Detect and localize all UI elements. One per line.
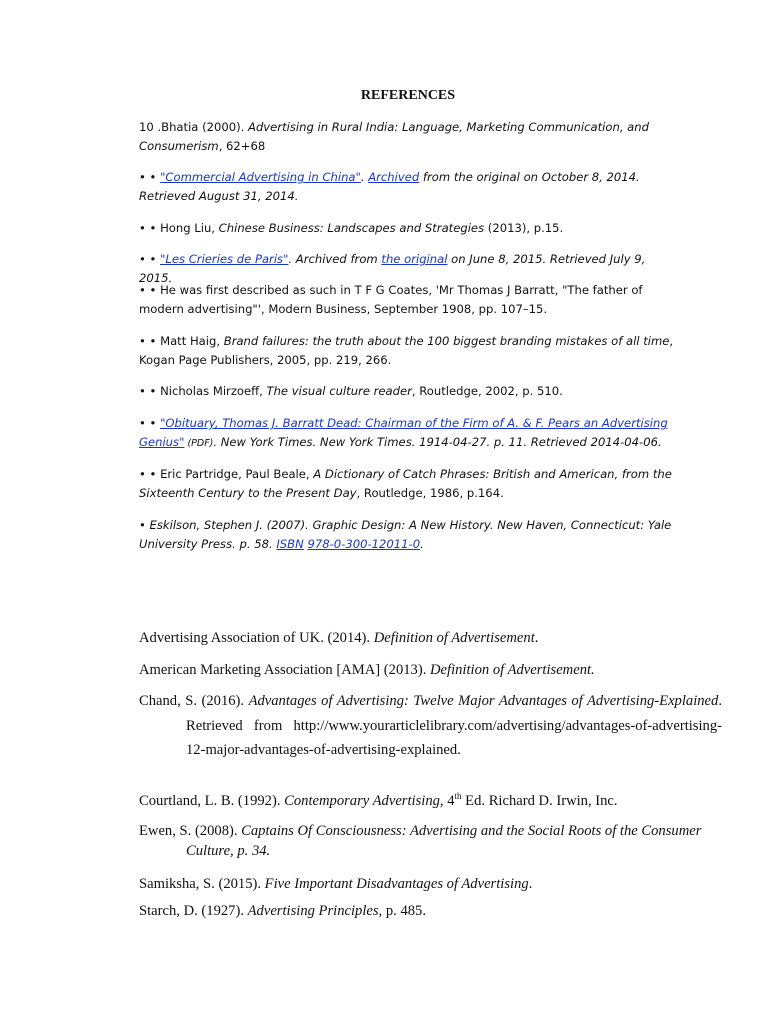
reference-item-hong-liu: • • Hong Liu, Chinese Business: Landscapes and Strategies (2013), p.15. [139, 221, 564, 235]
bullet: • • [139, 467, 161, 481]
reference-item-barratt-obituary: • • "Obituary, Thomas J. Barratt Dead: Chairman of the Firm of A. & F. Pears an Advertising Genius" (PDF). New York Times. New York Times. 1914-04-27. p. 11. Retrieved 2014-04-06. [139, 416, 668, 449]
reference-item-china: • • "Commercial Advertising in China". Archived from the original on October 8, 2014. Retrieved August 31, 2014. [139, 170, 640, 203]
reference-item-coates: • • He was first described as such in T F G Coates, 'Mr Thomas J Barratt, "The father of modern advertising"', Modern Business, September 1908, pp. 107–15. [139, 283, 643, 316]
bullet: • [139, 518, 150, 532]
page-title: REFERENCES [360, 88, 456, 103]
reference-item-samiksha: Samiksha, S. (2015). Five Important Disadvantages of Advertising. [139, 876, 533, 892]
link-obituary-barratt[interactable]: "Obituary, Thomas J. Barratt Dead: Chairman of the Firm of A. & F. Pears an Advertising Genius" [139, 416, 668, 449]
bullet: • • [139, 334, 161, 348]
bullet: • • [139, 252, 161, 266]
link-the-original[interactable]: the original [381, 252, 448, 266]
reference-item-starch: Starch, D. (1927). Advertising Principles, p. 485. [139, 903, 426, 919]
bullet: • • [139, 283, 161, 297]
reference-item-chand: Chand, S. (2016). Advantages of Advertising: Twelve Major Advantages of Advertising-Explained. Retrieved from http://www.yourarticlelibrary.com/advertising/advantages-of-advertising-12-major-advantages-of-advertising-explained. [139, 693, 722, 758]
reference-item-courtland: Courtland, L. B. (1992). Contemporary Advertising, 4th Ed. Richard D. Irwin, Inc. [139, 791, 618, 809]
bullet: • • [139, 170, 161, 184]
link-isbn[interactable]: ISBN [276, 537, 304, 551]
link-isbn-number[interactable]: 978-0-300-12011-0 [307, 537, 421, 551]
link-les-crieries-de-paris[interactable]: "Les Crieries de Paris" [160, 252, 289, 266]
reference-item-haig: • • Matt Haig, Brand failures: the truth about the 100 biggest branding mistakes of all time, Kogan Page Publishers, 2005, pp. 219, 266. [139, 334, 674, 367]
reference-item-mirzoeff: • • Nicholas Mirzoeff, The visual culture reader, Routledge, 2002, p. 510. [139, 384, 563, 398]
reference-item-ewen: Ewen, S. (2008). Captains Of Consciousness: Advertising and the Social Roots of the Consumer Culture, p. 34. [139, 823, 702, 859]
bullet: • • [139, 416, 161, 430]
reference-item-partridge: • • Eric Partridge, Paul Beale, A Dictionary of Catch Phrases: British and American, from the Sixteenth Century to the Present Day, Routledge, 1986, p.164. [139, 467, 672, 500]
reference-item-bhatia: 10 .Bhatia (2000). Advertising in Rural India: Language, Marketing Communication, and Consumerism, 62+68 [139, 120, 649, 153]
reference-item-crieries: • • "Les Crieries de Paris". Archived from the original on June 8, 2015. Retrieved July 9, 2015. [139, 252, 646, 285]
link-archived[interactable]: Archived [368, 170, 420, 184]
link-commercial-advertising-china[interactable]: "Commercial Advertising in China" [160, 170, 361, 184]
reference-item-ama: American Marketing Association [AMA] (2013). Definition of Advertisement. [139, 662, 595, 678]
reference-item-eskilson: • Eskilson, Stephen J. (2007). Graphic Design: A New History. New Haven, Connecticut: Yale University Press. p. 58. ISBN 978-0-300-12011-0. [139, 518, 672, 551]
bullet: • • [139, 384, 161, 398]
reference-item-advertising-association: Advertising Association of UK. (2014). Definition of Advertisement. [139, 630, 539, 646]
bullet: • • [139, 221, 161, 235]
